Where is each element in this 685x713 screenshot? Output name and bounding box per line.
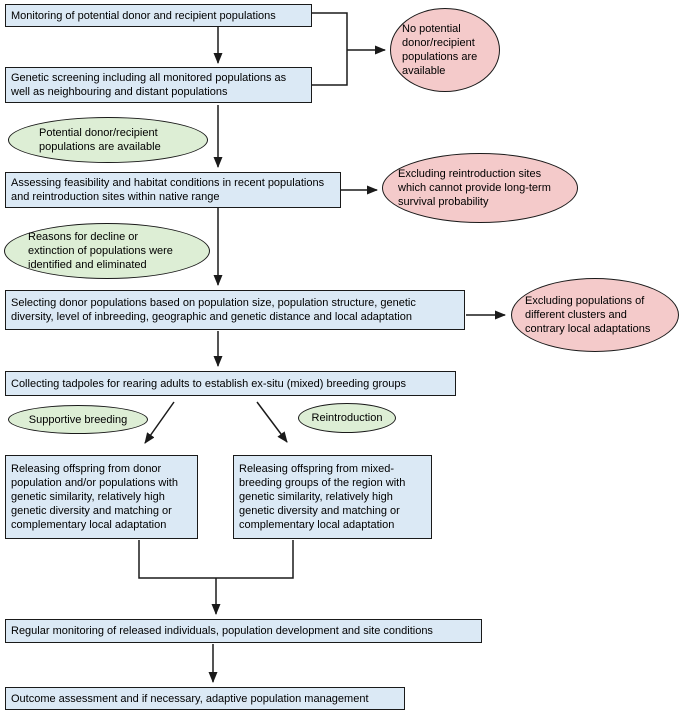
- step-regular-monitoring: [5, 619, 482, 643]
- arrow-collecting-to-releasing-donor: [145, 402, 174, 443]
- step-collecting-tadpoles: [5, 371, 456, 396]
- step-assessing-feasibility-label: Assessing feasibility and habitat conditions in recent populations and reintroduction sites within native range: [11, 177, 325, 203]
- exclusion-populations-label: Excluding populations of different clusters and contrary local adaptations: [525, 295, 651, 335]
- exclusion-no-potential-label: No potential donor/recipient populations are available: [402, 23, 478, 77]
- condition-reasons-identified: [4, 223, 210, 279]
- step-releasing-donor: [5, 455, 198, 539]
- exclusion-populations: [511, 278, 679, 352]
- step-releasing-donor-label: Releasing offspring from donor population and/or populations with genetic similarity, relatively high genetic diversity and matching or complementary local adaptation: [11, 463, 178, 531]
- condition-reintroduction-label: Reintroduction: [311, 412, 383, 424]
- step-regular-monitoring-label: Regular monitoring of released individuals, population development and site conditions: [11, 625, 433, 637]
- step-outcome-assessment-label: Outcome assessment and if necessary, adaptive population management: [11, 692, 369, 705]
- step-selecting-donor-label: Selecting donor populations based on population size, population structure, genetic diversity, level of inbreeding, geographic and genetic distance and local adaptation: [11, 297, 416, 323]
- condition-supportive-breeding-label: Supportive breeding: [28, 413, 128, 426]
- condition-reintroduction: [298, 403, 396, 433]
- arrow-collecting-to-releasing-mixed: [257, 402, 287, 442]
- step-collecting-tadpoles-label: Collecting tadpoles for rearing adults to establish ex-situ (mixed) breeding groups: [11, 377, 406, 390]
- bracket-to-no-potential: [312, 13, 347, 85]
- condition-reasons-identified-label: Reasons for decline or extinction of populations were identified and eliminated: [28, 231, 173, 271]
- condition-populations-available: [8, 117, 208, 163]
- step-genetic-screening: [5, 67, 312, 103]
- step-selecting-donor: [5, 290, 465, 330]
- condition-supportive-breeding: [8, 405, 148, 434]
- exclusion-reintroduction-sites-label: Excluding reintroduction sites which cannot provide long-term survival probability: [398, 168, 551, 208]
- condition-populations-available-label: Potential donor/recipient populations are available: [39, 127, 161, 153]
- step-assessing-feasibility: [5, 172, 341, 208]
- step-releasing-mixed-label: Releasing offspring from mixed-breeding groups of the region with genetic similarity, relatively high genetic diversity and matching or complementary local adaptation: [239, 463, 406, 531]
- step-outcome-assessment: [5, 687, 405, 710]
- step-monitoring-label: Monitoring of potential donor and recipient populations: [11, 9, 276, 22]
- step-releasing-mixed: [233, 455, 432, 539]
- step-monitoring: [5, 4, 312, 27]
- exclusion-reintroduction-sites: [382, 153, 578, 223]
- merge-connector: [139, 540, 293, 578]
- exclusion-no-potential: [390, 8, 500, 92]
- step-genetic-screening-label: Genetic screening including all monitored populations as well as neighbouring and distant populations: [11, 72, 287, 98]
